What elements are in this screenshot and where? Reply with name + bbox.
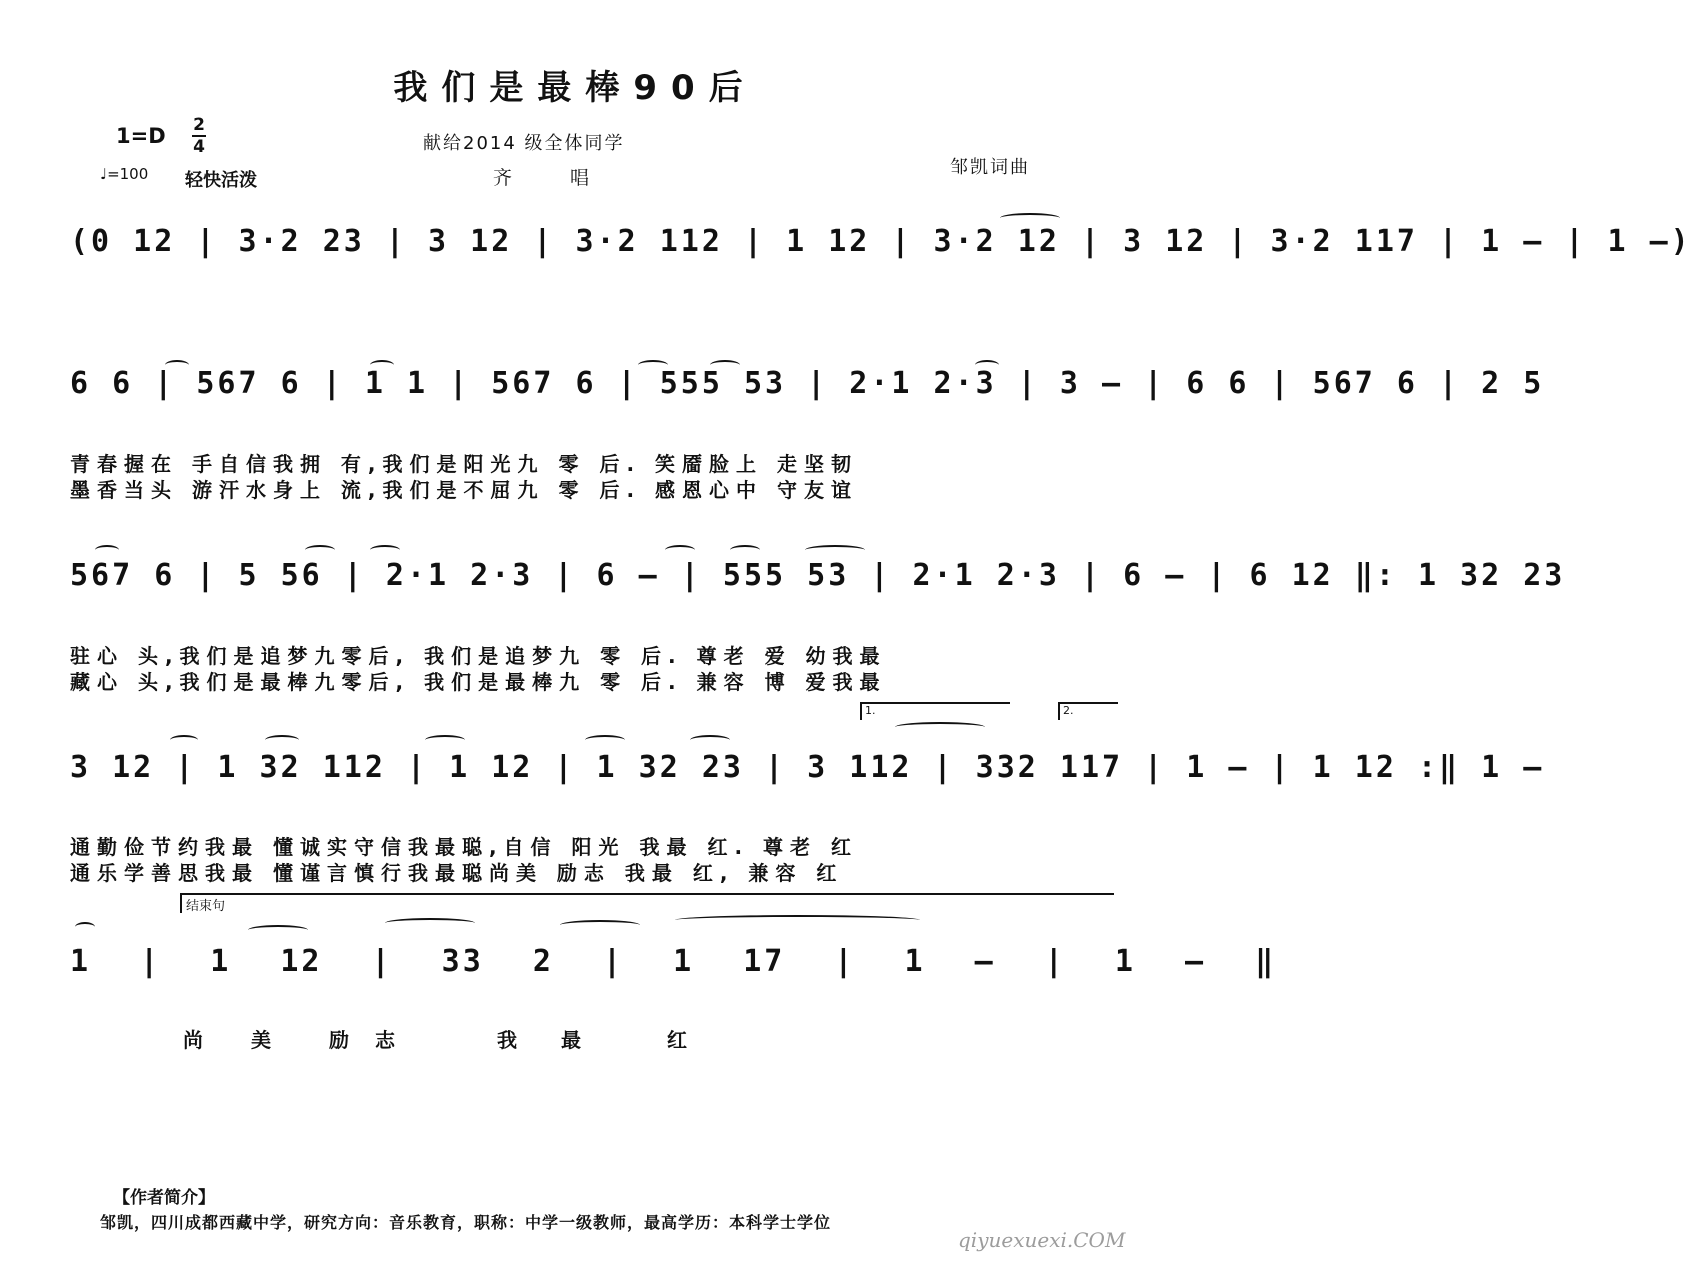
author-bio: 邹凯，四川成都西藏中学，研究方向：音乐教育，职称：中学一级教师，最高学历：本科学士学位 [100,1213,832,1232]
site-watermark: qiyuexuexi.COM [958,1228,1126,1252]
expression-marking: 轻快活泼 [185,170,257,191]
composer-credit: 邹凯词曲 [950,157,1030,178]
staff-line-2: 6 6 | 567 6 | 1 1 | 567 6 | 555 53 | 2·1 2·3 | 3 – | 6 6 | 567 6 | 2 5 [70,366,1545,401]
lyrics-line-2-verse-1: 青春握在 手自信我拥 有,我们是阳光九 零 后. 笑靥脸上 走坚韧 [70,452,858,476]
second-ending-bracket: 2. [1058,702,1118,720]
ending-bracket: 结束句 [180,893,1114,913]
tempo-marking: ♩=100 [100,165,149,183]
lyrics-line-4-verse-1: 通勤俭节约我最 懂诚实守信我最聪,自信 阳光 我最 红. 尊老 红 [70,835,858,859]
ending-lyric: 红 [667,1028,687,1052]
ending-lyric: 最 [561,1028,581,1052]
staff-line-1: (0 12 | 3·2 23 | 3 12 | 3·2 112 | 1 12 | 3·2 12 | 3 12 | 3·2 117 | 1 – | 1 –) [70,224,1692,259]
lyrics-line-3-verse-2: 藏心 头,我们是最棒九零后, 我们是最棒九 零 后. 兼容 博 爱我最 [70,670,887,694]
performance-mode: 齐唱 [493,167,648,189]
staff-line-5: 1 | 1 12 | 33 2 | 1 17 | 1 – | 1 – ‖ [70,944,1277,979]
time-signature [192,116,206,156]
dedication: 献给2014 级全体同学 [423,133,625,154]
ending-lyric: 励 [329,1028,349,1052]
song-title: 我们是最棒90后 [393,68,757,108]
meter-top: 2 [193,115,205,135]
meter-bottom: 4 [193,137,205,157]
first-ending-bracket: 1. [860,702,1010,720]
staff-line-4: 3 12 | 1 32 112 | 1 12 | 1 32 23 | 3 112 | 332 117 | 1 – | 1 12 :‖ 1 – [70,750,1545,785]
staff-line-3: 567 6 | 5 56 | 2·1 2·3 | 6 – | 555 53 | 2·1 2·3 | 6 – | 6 12 ‖: 1 32 23 [70,558,1566,593]
lyrics-line-3-verse-1: 驻心 头,我们是追梦九零后, 我们是追梦九 零 后. 尊老 爱 幼我最 [70,644,887,668]
ending-lyric: 美 [251,1028,271,1052]
lyrics-line-4-verse-2: 通乐学善思我最 懂谨言慎行我最聪尚美 励志 我最 红, 兼容 红 [70,861,844,885]
ending-lyric: 尚 [183,1028,203,1052]
lyrics-line-2-verse-2: 墨香当头 游汗水身上 流,我们是不屈九 零 后. 感恩心中 守友谊 [70,478,858,502]
author-heading: 【作者简介】 [113,1188,215,1208]
ending-lyric: 我 [497,1028,517,1052]
ending-lyric: 志 [375,1028,395,1052]
ending-lyrics [183,1024,687,1053]
key-signature: 1=D [116,124,166,148]
